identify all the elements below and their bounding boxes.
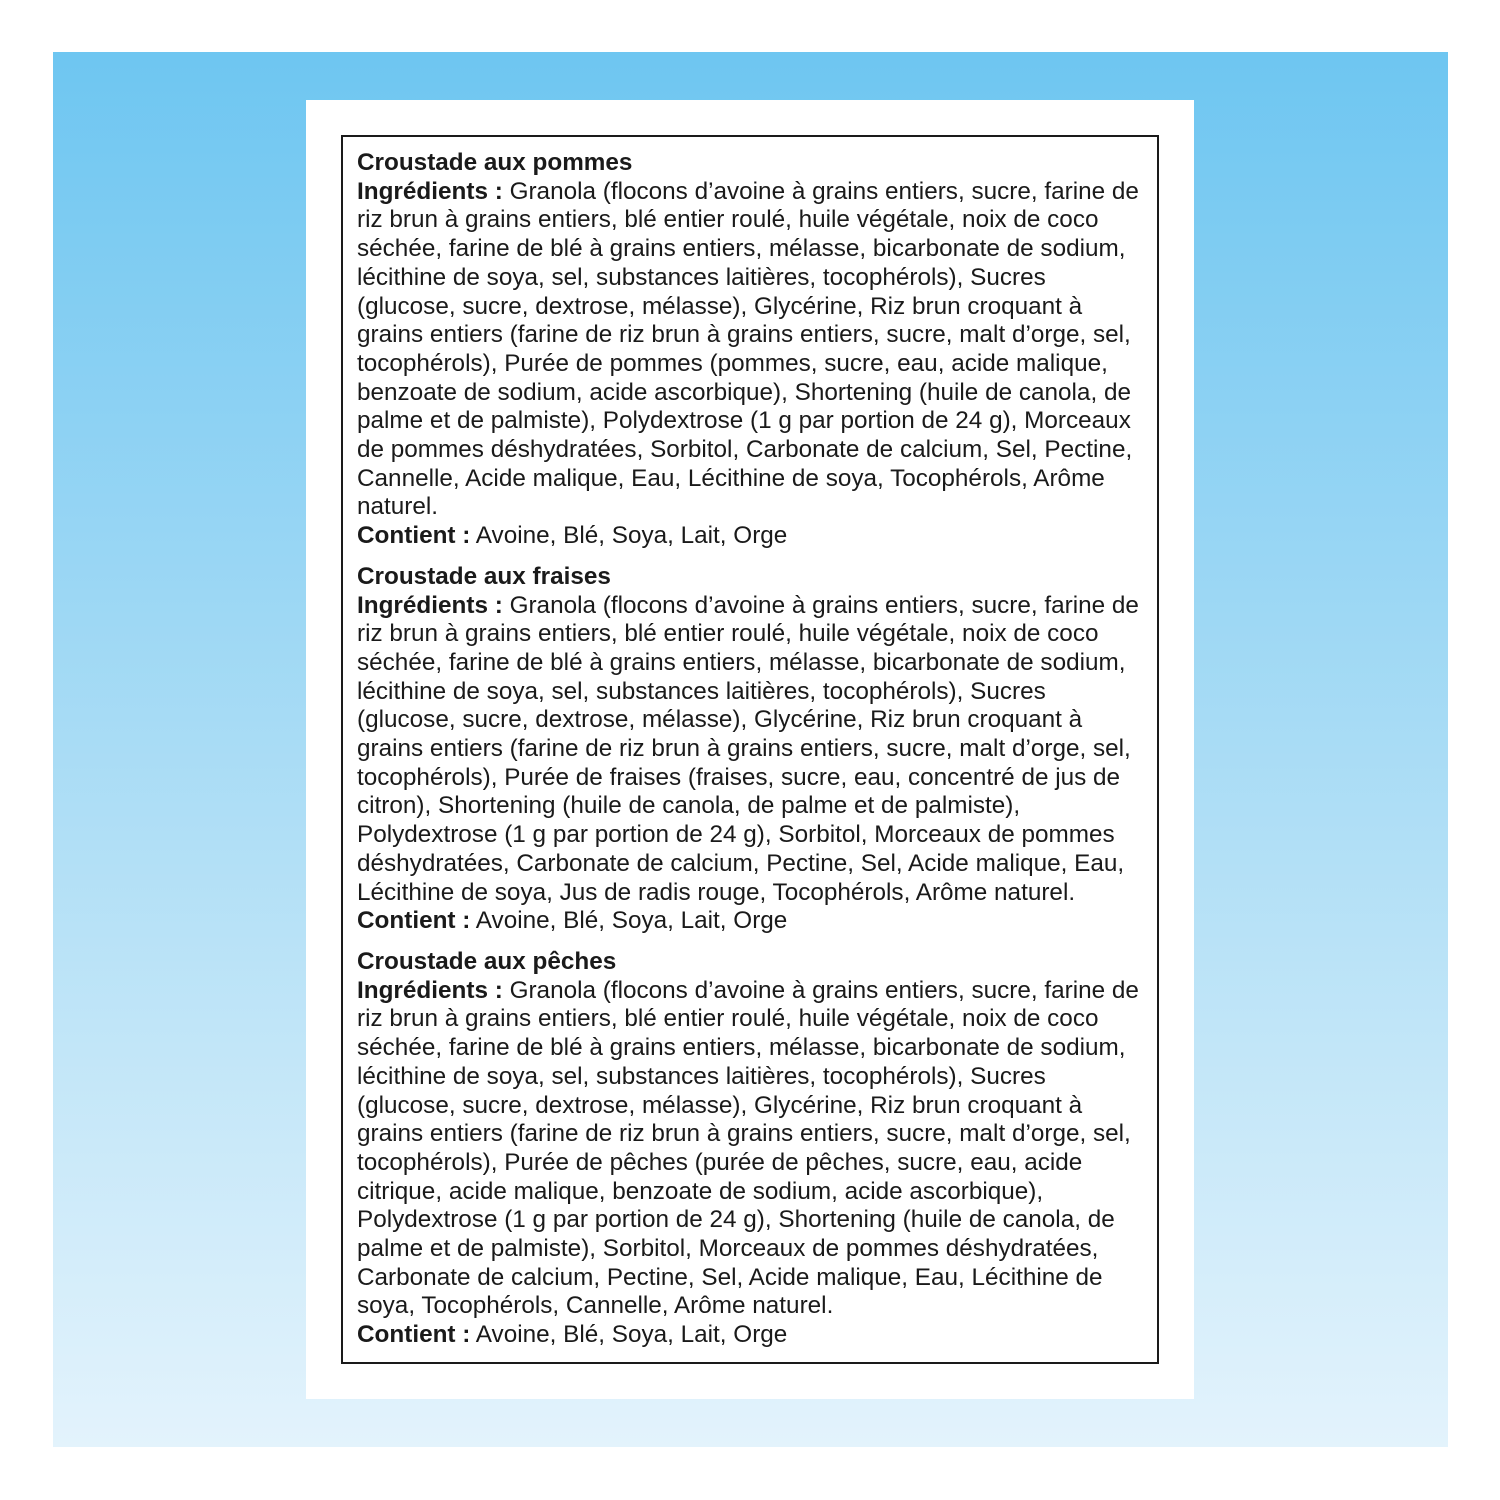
- section-title: Croustade aux fraises: [357, 562, 611, 590]
- contains-text: Avoine, Blé, Soya, Lait, Orge: [475, 522, 788, 550]
- contains-paragraph: [357, 1321, 1143, 1350]
- ingredients-label: Ingrédients :: [357, 976, 503, 1004]
- section-peches: [357, 948, 1143, 1350]
- ingredients-paragraph: [357, 977, 1143, 1321]
- section-pommes: [357, 149, 1143, 551]
- ingredients-label: Ingrédients :: [357, 591, 503, 619]
- contains-paragraph: [357, 522, 1143, 551]
- contains-text: Avoine, Blé, Soya, Lait, Orge: [475, 907, 788, 935]
- section-title: Croustade aux pommes: [357, 149, 633, 176]
- contains-label: Contient :: [357, 522, 471, 550]
- contains-label: Contient :: [357, 907, 471, 935]
- contains-label: Contient :: [357, 1321, 471, 1349]
- contains-paragraph: [357, 907, 1143, 936]
- ingredients-paragraph: [357, 592, 1143, 908]
- ingredients-text: Granola (flocons d’avoine à grains entiers, sucre, farine de riz brun à grains entiers, blé entier roulé, huile végétale, noix de coco séchée, farine de blé à grains entiers, mélasse, bicarbonate de sodium, lécithine de soya, sel, substances laitières, tocophérols), Sucres (glucose, sucre, dextrose, mélasse), Glycérine, Riz brun croquant à grains entiers (farine de riz brun à grains entiers, sucre, malt d’orge, sel, tocophérols), Purée de pêches (purée de pêches, sucre, eau, acide citrique, acide malique, benzoate de sodium, acide ascorbique), Polydextrose (1 g par portion de 24 g), Shortening (huile de canola, de palme et de palmiste), Sorbitol, Morceaux de pommes déshydratées, Carbonate de calcium, Pectine, Sel, Acide malique, Eau, Lécithine de soya, Tocophérols, Cannelle, Arôme naturel.: [357, 976, 1139, 1320]
- ingredients-text: Granola (flocons d’avoine à grains entiers, sucre, farine de riz brun à grains entiers, blé entier roulé, huile végétale, noix de coco séchée, farine de blé à grains entiers, mélasse, bicarbonate de sodium, lécithine de soya, sel, substances laitières, tocophérols), Sucres (glucose, sucre, dextrose, mélasse), Glycérine, Riz brun croquant à grains entiers (farine de riz brun à grains entiers, sucre, malt d’orge, sel, tocophérols), Purée de pommes (pommes, sucre, eau, acide malique, benzoate de sodium, acide ascorbique), Shortening (huile de canola, de palme et de palmiste), Polydextrose (1 g par portion de 24 g), Morceaux de pommes déshydratées, Sorbitol, Carbonate de calcium, Sel, Pectine, Cannelle, Acide malique, Eau, Lécithine de soya, Tocophérols, Arôme naturel.: [357, 177, 1139, 521]
- ingredients-label-box: [341, 135, 1159, 1364]
- ingredients-paragraph: [357, 178, 1143, 522]
- contains-text: Avoine, Blé, Soya, Lait, Orge: [475, 1321, 788, 1349]
- section-title: Croustade aux pêches: [357, 947, 617, 975]
- ingredients-text: Granola (flocons d’avoine à grains entiers, sucre, farine de riz brun à grains entiers, blé entier roulé, huile végétale, noix de coco séchée, farine de blé à grains entiers, mélasse, bicarbonate de sodium, lécithine de soya, sel, substances laitières, tocophérols), Sucres (glucose, sucre, dextrose, mélasse), Glycérine, Riz brun croquant à grains entiers (farine de riz brun à grains entiers, sucre, malt d’orge, sel, tocophérols), Purée de fraises (fraises, sucre, eau, concentré de jus de citron), Shortening (huile de canola, de palme et de palmiste), Polydextrose (1 g par portion de 24 g), Sorbitol, Morceaux de pommes déshydratées, Carbonate de calcium, Pectine, Sel, Acide malique, Eau, Lécithine de soya, Jus de radis rouge, Tocophérols, Arôme naturel.: [357, 591, 1139, 906]
- section-fraises: [357, 563, 1143, 936]
- ingredients-label: Ingrédients :: [357, 177, 503, 205]
